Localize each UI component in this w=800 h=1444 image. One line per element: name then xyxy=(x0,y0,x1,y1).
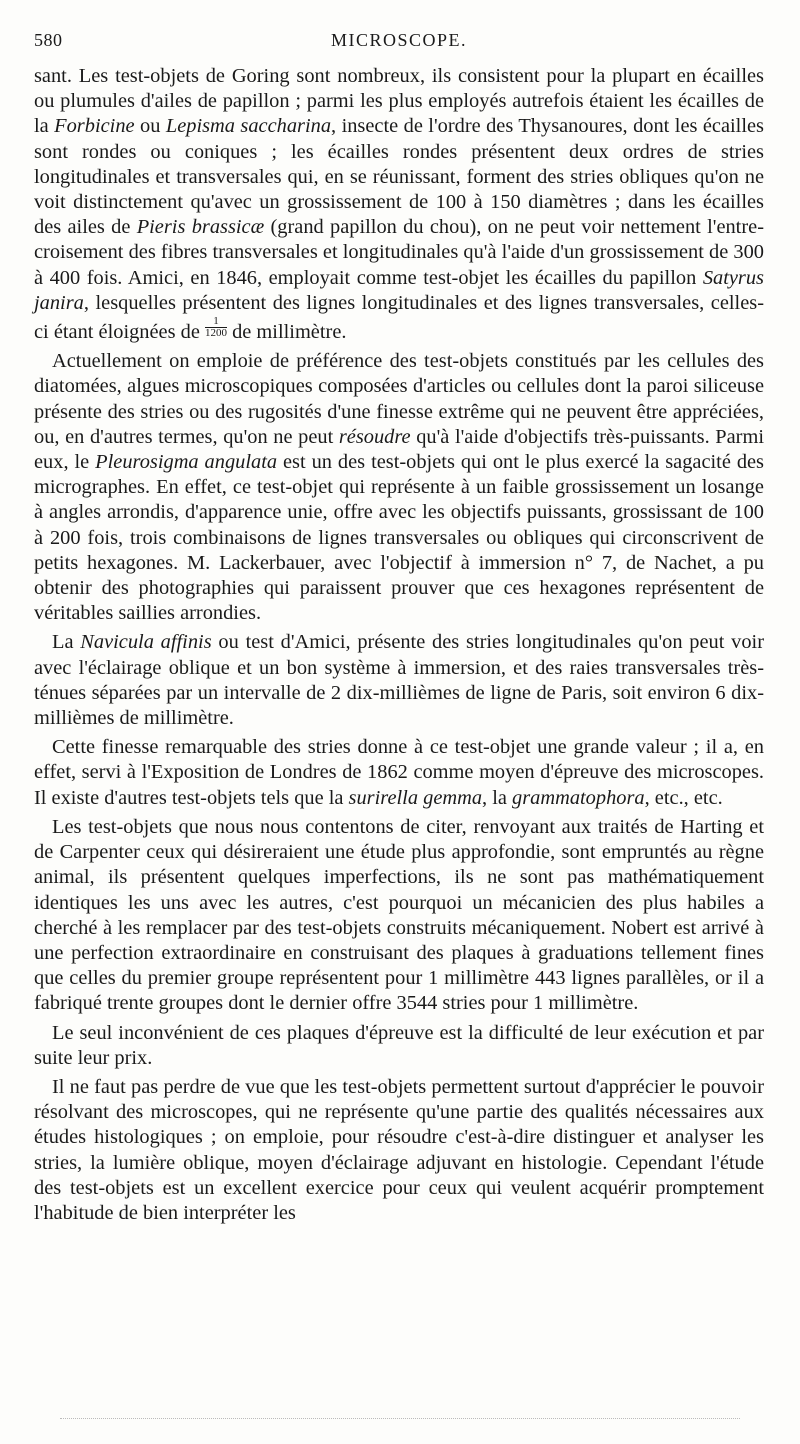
page-number: 580 xyxy=(34,30,63,50)
paragraph-6 xyxy=(34,1021,764,1071)
italic-term: Forbicine xyxy=(54,115,135,138)
page-body xyxy=(34,64,764,1226)
text-run: Le seul inconvénient de ces plaques d'épreuve est la difficulté de leur exécution et par suite leur prix. xyxy=(34,1021,764,1069)
paragraph-3 xyxy=(34,630,764,731)
paragraph-2 xyxy=(34,349,764,626)
text-run: est un des test-objets qui ont le plus exercé la sagacité des micrographes. En effet, ce test-objet qui représente à un faible grossissement un losange à angles arrondis, d'apparence unie, offre avec les objectifs puissants, grossissant de 100 à 200 fois, trois combinaisons de lignes transversales ou obliques qui circonscrivent de petits hexagones. M. Lackerbauer, avec l'objectif à immersion n° 7, de Nachet, a pu obtenir des photographies qui paraissent prouver que ces hexagones représentent de véritables saillies arrondies. xyxy=(34,451,764,625)
italic-term: Pleurosigma angulata xyxy=(95,451,278,474)
running-title: MICROSCOPE. xyxy=(330,30,468,50)
text-run: sant. Les test-objets de Goring sont nombreux, ils consistent pour la plupart en écailles ou plumules d'ailes de papillon ; parmi les plus employés autrefois étaient les écailles de la xyxy=(34,65,764,138)
text-run: ou xyxy=(134,115,166,138)
text-run: (grand papillon du chou), on ne peut voir nettement l'entre-croisement des fibres transversales et longitudinales qu'à l'aide d'un grossissement de 300 à 400 fois. Amici, en 1846, employait comme test-objet les écailles du papillon xyxy=(34,216,764,289)
italic-term: résoudre xyxy=(338,425,411,448)
italic-term: Lepisma saccharina xyxy=(165,115,332,138)
text-run: qu'à l'aide d'objectifs très-puissants. Parmi eux, le xyxy=(34,425,764,474)
text-run: Actuellement on emploie de préférence des test-objets constitués par les cellules des diatomées, algues microscopiques composées d'articles ou cellules dont la paroi siliceuse présente des stries ou des rugosités d'une finesse extrême qui ne peuvent être appréciées, ou, en d'autres termes, qu'on ne peut xyxy=(34,350,764,448)
paragraph-1 xyxy=(34,64,764,345)
text-run: Cette finesse remarquable des stries donne à ce test-objet une grande valeur ; il a, en effet, servi à l'Exposition de Londres de 1862 comme moyen d'épreuve des microscopes. Il existe d'autres test-objets tels que la xyxy=(34,736,764,809)
text-run: La xyxy=(52,631,81,654)
italic-term: Navicula affinis xyxy=(80,631,212,654)
bottom-print-specks xyxy=(60,1418,740,1421)
fraction-numerator: 1 xyxy=(213,315,219,328)
italic-term: Pieris brassicæ xyxy=(136,216,265,239)
running-header xyxy=(34,30,764,64)
italic-term: Satyrus janira xyxy=(34,266,764,314)
text-run: Il ne faut pas perdre de vue que les test-objets permettent surtout d'apprécier le pouvoir résolvant des microscopes, qui ne représente qu'une partie des qualités nécessaires aux études histologiques ; on emploie, pour résoudre c'est-à-dire distinguer et analyser les stries, la lumière oblique, moyen d'éclairage adjuvant en histologie. Cependant l'étude des test-objets est un excellent exercice pour ceux qui veulent acquérir promptement l'habitude de bien interpréter les xyxy=(34,1075,764,1224)
italic-term: surirella gemma xyxy=(348,786,483,809)
text-run: de millimètre. xyxy=(226,321,347,344)
fraction xyxy=(205,316,227,339)
fraction-denominator: 1200 xyxy=(204,327,227,340)
italic-term: grammatophora xyxy=(512,786,645,809)
paragraph-4 xyxy=(34,735,764,811)
text-run: , la xyxy=(482,786,513,809)
paragraph-7 xyxy=(34,1075,764,1226)
paragraph-5 xyxy=(34,815,764,1017)
text-run: , etc., etc. xyxy=(644,786,723,809)
text-run: Les test-objets que nous nous contentons de citer, renvoyant aux traités de Harting et de Carpenter ceux qui désireraient une étude plus approfondie, sont empruntés au règne animal, ils présentent quelques imperfections, ils ne sont pas mathématiquement identiques les uns avec les autres, c'est pourquoi un mécanicien des plus habiles a cherché à les remplacer par des test-objets construits mécaniquement. Nobert est arrivé à une perfection extraordinaire en construisant des plaques à graduations tellement fines que celles du premier groupe représentent pour 1 millimètre 443 lignes parallèles, or il a fabriqué trente groupes dont le dernier offre 3544 stries pour 1 millimètre. xyxy=(34,815,764,1015)
text-run: ou test d'Amici, présente des stries longitudinales qu'on peut voir avec l'éclairage oblique et un bon système à immersion, et des raies transversales très-ténues séparées par un intervalle de 2 dix-millièmes de ligne de Paris, soit environ 6 dix-millièmes de millimètre. xyxy=(34,631,765,730)
text-run: , lesquelles présentent des lignes longitudinales et des lignes transversales, celles-ci étant éloignées de xyxy=(34,291,764,344)
text-run: , insecte de l'ordre des Thysanoures, dont les écailles sont rondes ou coniques ; les écailles rondes présentent deux ordres de stries longitudinales et transversales qui, en se réunissant, forment des stries obliques qu'on ne voit distinctement qu'avec un grossissement de 100 à 150 diamètres ; dans les écailles des ailes de xyxy=(34,115,764,239)
